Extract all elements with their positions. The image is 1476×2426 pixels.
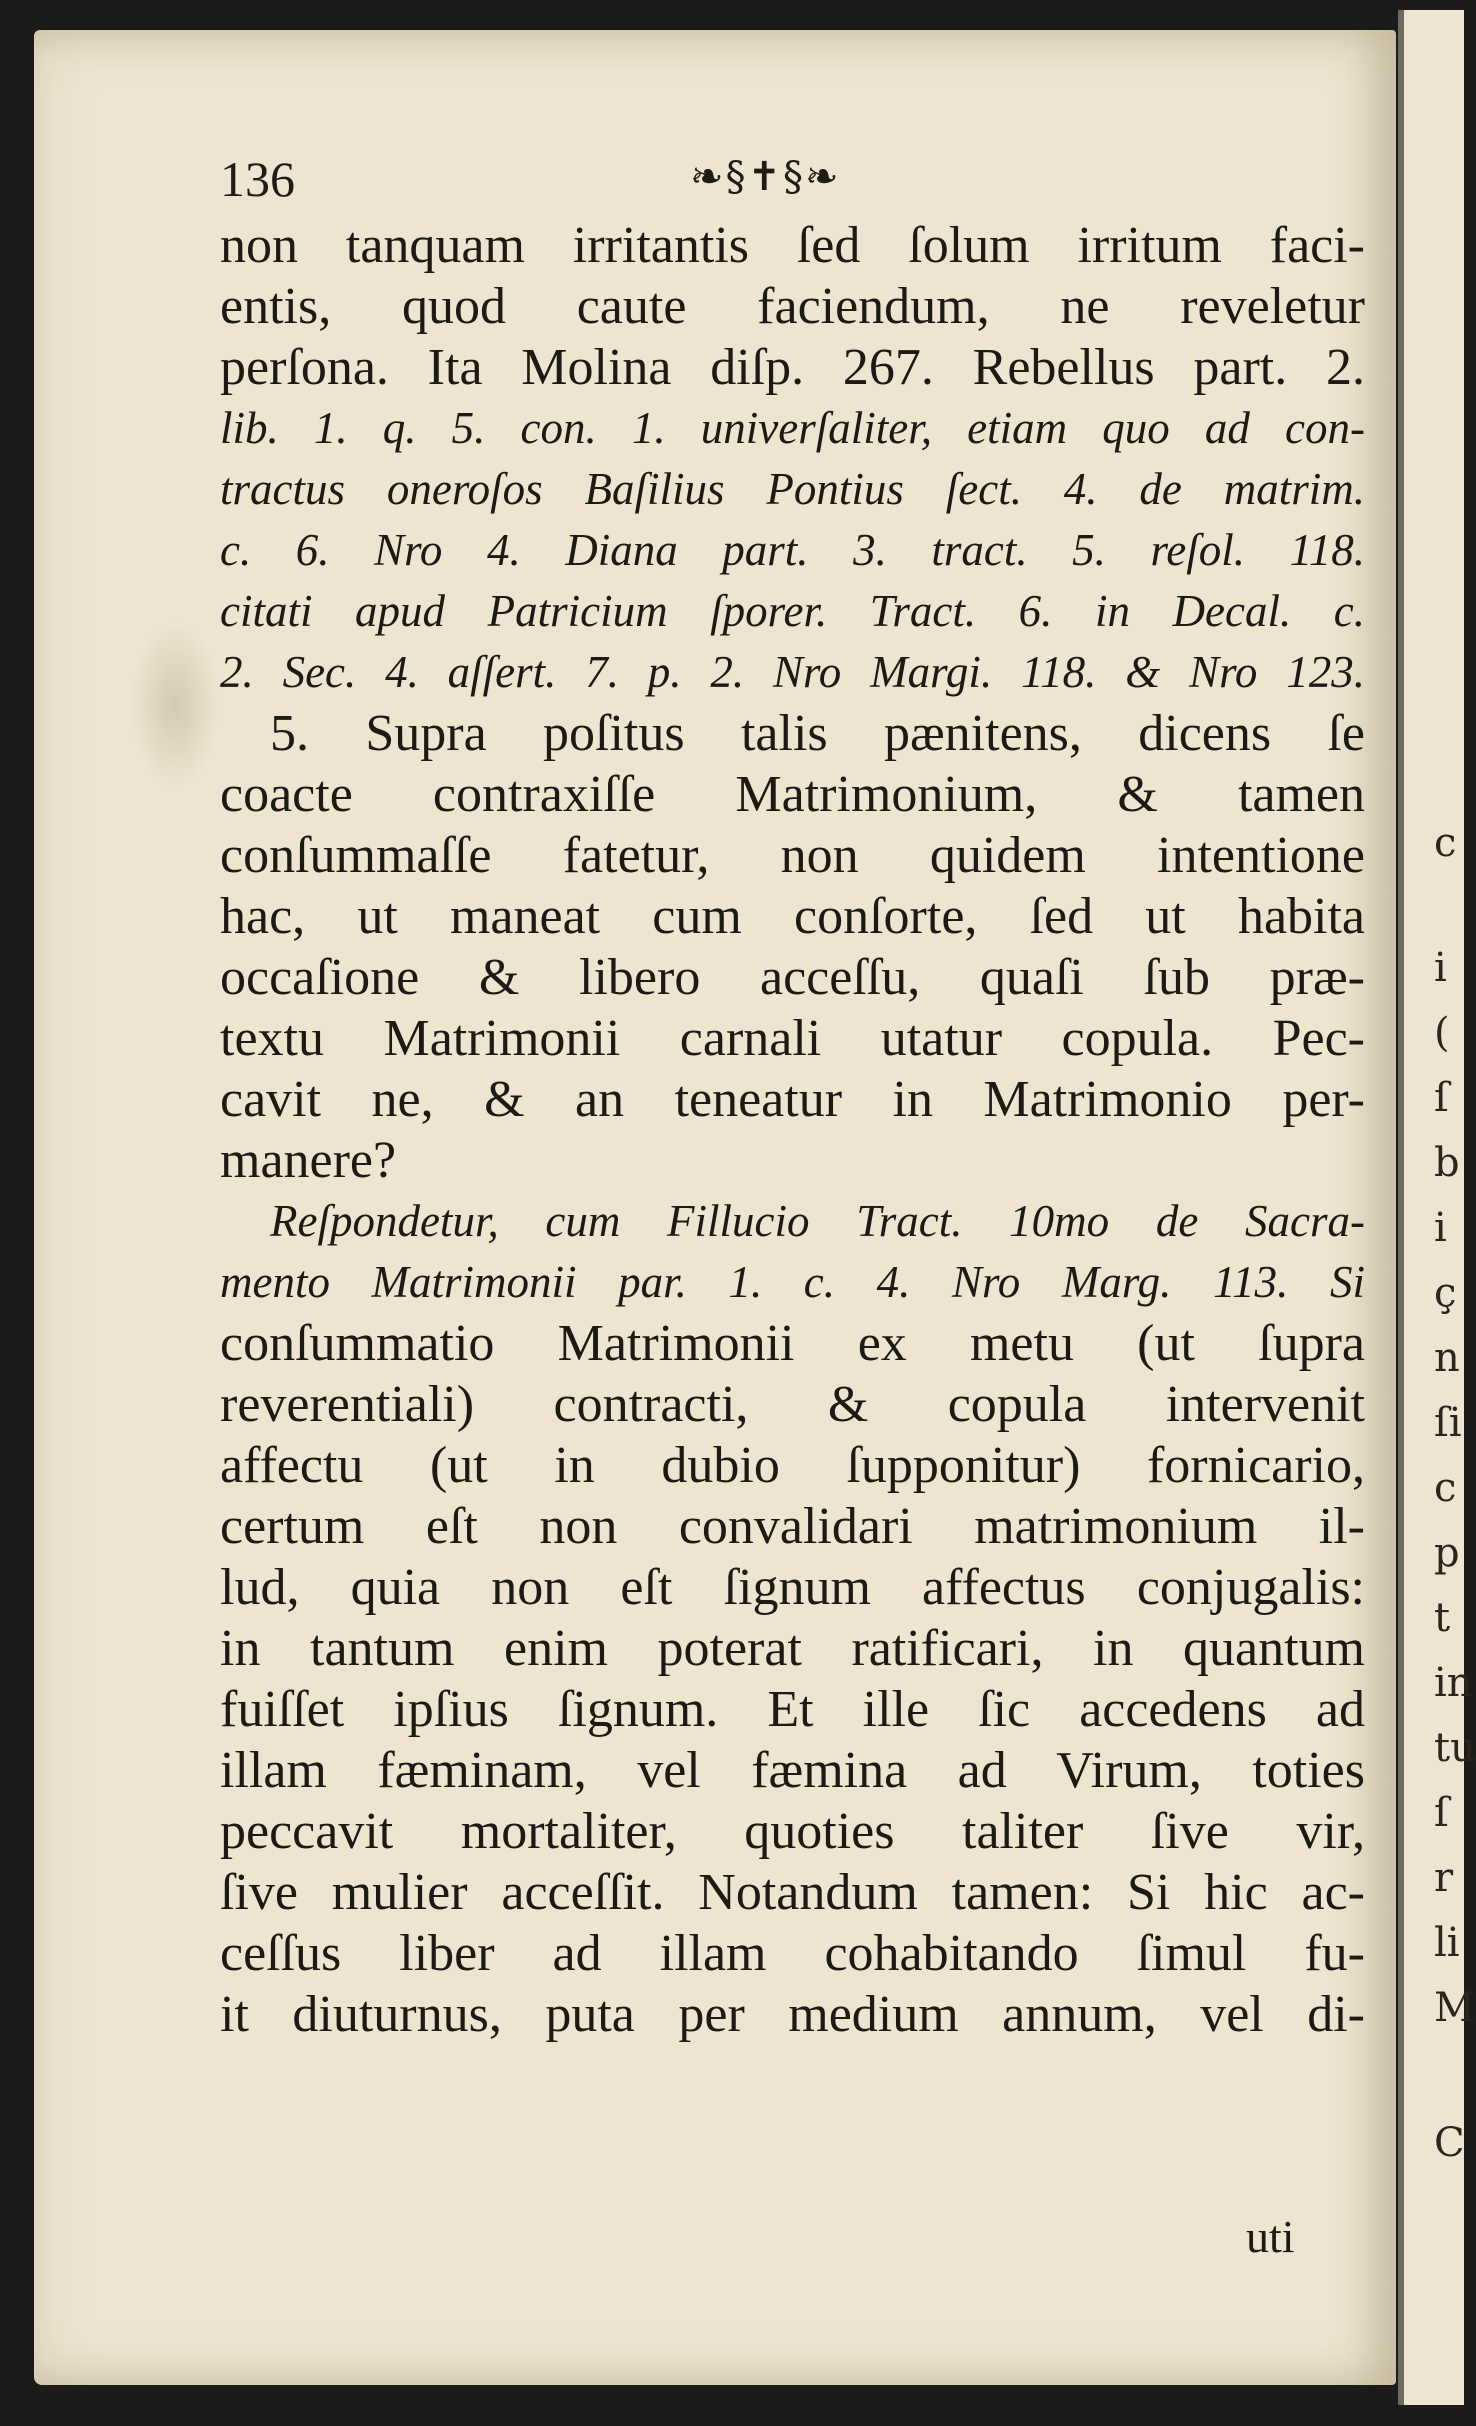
facing-page-edge [1398,10,1476,2405]
facing-page-fragment: in [1434,1660,1473,1706]
facing-page-fragment: p [1434,1530,1460,1576]
facing-page-fragment: i [1434,945,1447,991]
answer-line: ſive mulier acceſſit. Notandum tamen: Si hic ac- [220,1864,1365,1921]
answer-line: conſummatio Matrimonii ex metu (ut ſupra [220,1315,1365,1372]
facing-page-fragment: c [1434,820,1457,866]
citation-line: c. 6. Nro 4. Diana part. 3. tract. 5. reſol. 118. [220,525,1365,575]
answer-line: illam fæminam, vel fæmina ad Virum, toties [220,1742,1365,1799]
question-line: hac, ut maneat cum conſorte, ſed ut habita [220,888,1365,945]
catchword: uti [1246,2211,1295,2262]
question-line: coacte contraxiſſe Matrimonium, & tamen [220,766,1365,823]
facing-page-fragment: M [1434,1985,1475,2031]
answer-line: lud, quia non eſt ſignum affectus conjugalis: [220,1559,1365,1616]
question-line: occaſione & libero acceſſu, quaſi ſub præ- [220,949,1365,1006]
facing-page-fragment: li [1434,1920,1460,1966]
answer-line: peccavit mortaliter, quoties taliter ſive vir, [220,1803,1365,1860]
text-line: perſona. Ita Molina diſp. 267. Rebellus part. 2. [220,339,1365,396]
page-stain [130,620,220,790]
facing-page-fragment: C [1434,2120,1465,2166]
question-line: manere? [220,1132,397,1189]
citation-line: tractus oneroſos Baſilius Pontius ſect. 4. de matrim. [220,464,1365,514]
answer-line: certum eſt non convalidari matrimonium il- [220,1498,1365,1555]
citation-line: 2. Sec. 4. aſſert. 7. p. 2. Nro Margi. 118. & Nro 123. [220,647,1365,697]
facing-page-fragment: ſ [1434,1790,1449,1836]
text-line: entis, quod caute faciendum, ne reveletur [220,278,1365,335]
page-number: 136 [220,151,295,207]
citation-line: lib. 1. q. 5. con. 1. univerſaliter, etiam quo ad con- [220,403,1365,453]
answer-line: it diuturnus, puta per medium annum, vel di- [220,1986,1365,2043]
header-ornament-icon: ❧§✝§❧ [690,154,841,200]
body-text [220,215,1365,2045]
citation-line: citati apud Patricium ſporer. Tract. 6. in Decal. c. [220,586,1365,636]
facing-page-fragment: tu [1434,1725,1476,1771]
answer-line: affectu (ut in dubio ſupponitur) fornicario, [220,1437,1365,1494]
answer-line: reverentiali) contracti, & copula intervenit [220,1376,1365,1433]
facing-page-fragment: n [1434,1335,1460,1381]
facing-page-fragment: b [1434,1140,1460,1186]
facing-page-fragment: ſ [1434,1075,1449,1121]
facing-page-fragment: i [1434,1205,1447,1251]
question-line: 5. Supra poſitus talis pænitens, dicens ſe [270,705,1365,762]
question-line: cavit ne, & an teneatur in Matrimonio per- [220,1071,1365,1128]
answer-citation-line: Reſpondetur, cum Fillucio Tract. 10mo de Sacra- [270,1196,1365,1246]
facing-page-fragment: ç [1434,1270,1457,1316]
facing-page-fragment: r [1434,1855,1454,1901]
facing-page-fragment: c [1434,1465,1457,1511]
facing-page-fragment: ( [1434,1010,1450,1056]
answer-line: fuiſſet ipſius ſignum. Et ille ſic accedens ad [220,1681,1365,1738]
text-line: non tanquam irritantis ſed ſolum irritum faci- [220,217,1365,274]
answer-citation-line: mento Matrimonii par. 1. c. 4. Nro Marg. 113. Si [220,1257,1365,1307]
question-line: textu Matrimonii carnali utatur copula. Pec- [220,1010,1365,1067]
page-header [220,150,1370,220]
facing-page-fragment: t [1434,1595,1451,1641]
question-line: conſummaſſe fatetur, non quidem intentione [220,827,1365,884]
facing-page-fragment: ſi [1434,1400,1462,1446]
answer-line: in tantum enim poterat ratificari, in quantum [220,1620,1365,1677]
answer-line: ceſſus liber ad illam cohabitando ſimul fu- [220,1925,1365,1982]
